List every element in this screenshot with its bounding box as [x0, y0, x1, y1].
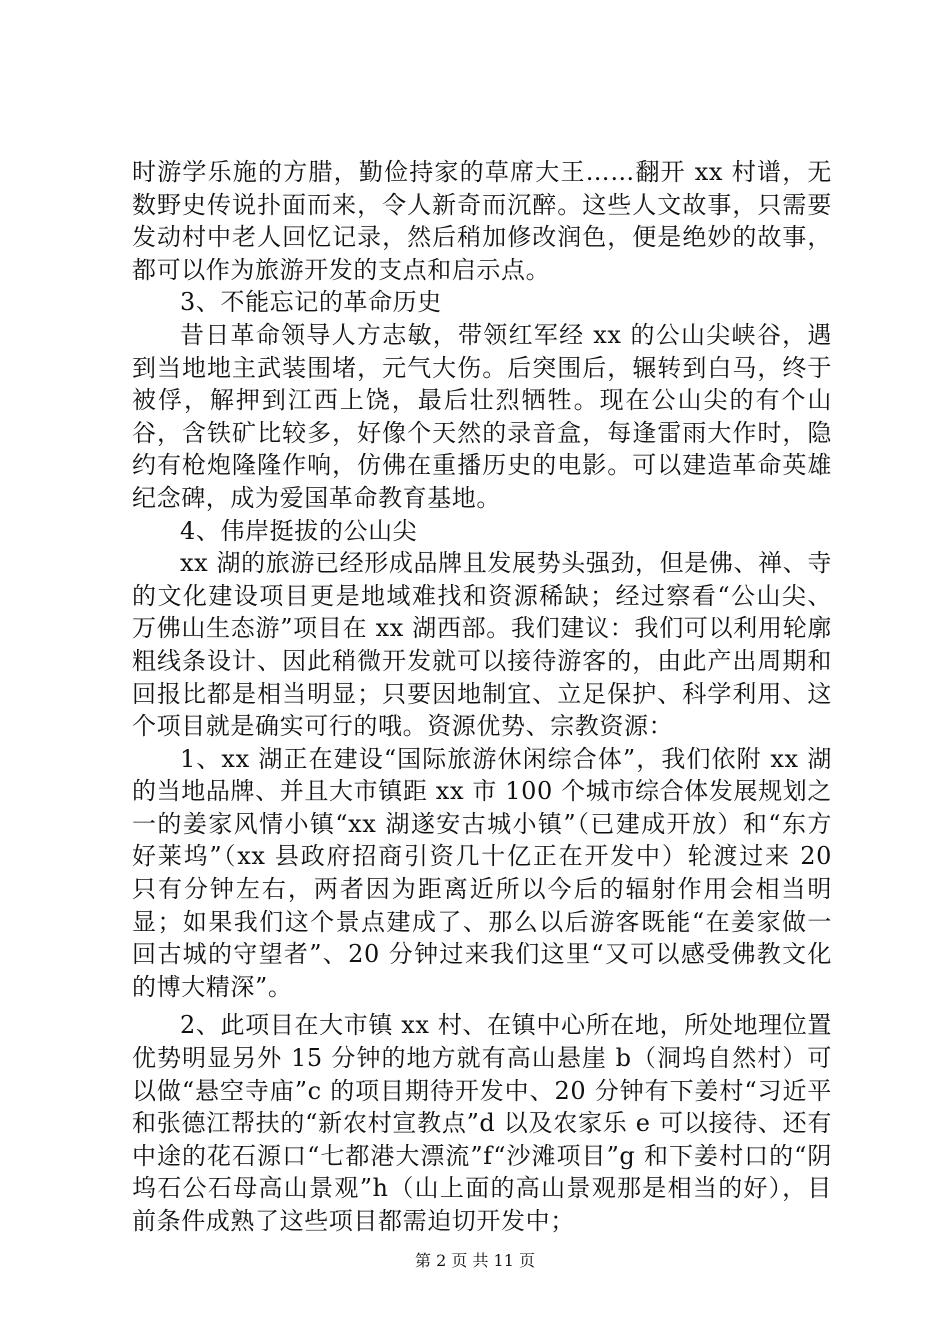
page-number-footer: 第 2 页 共 11 页: [415, 1251, 535, 1270]
document-body: [132, 156, 832, 1238]
paragraph-gongshanjian: xx 湖的旅游已经形成品牌且发展势头强劲，但是佛、禅、寺的文化建设项目更是地域难找和资源稀缺；经过察看“公山尖、万佛山生态游”项目在 xx 湖西部。我们建议：我们可以利用轮廓粗线条设计、因此稍微开发就可以接待游客的，由此产出周期和回报比都是相当明显；只要因地制宜、立足保护、科学利用、这个项目就是确实可行的哦。资源优势、宗教资源：: [132, 549, 832, 741]
paragraph-revolutionary-history: 昔日革命领导人方志敏，带领红军经 xx 的公山尖峡谷，遇到当地地主武装围堵，元气大伤。后突围后，辗转到白马，终于被俘，解押到江西上饶，最后壮烈牺牲。现在公山尖的有个山谷，含铁矿比较多，好像个天然的录音盒，每逢雷雨大作时，隐约有枪炮隆隆作响，仿佛在重播历史的电影。可以建造革命英雄纪念碑，成为爱国革命教育基地。: [132, 320, 832, 512]
paragraph-point-1: 1、xx 湖正在建设“国际旅游休闲综合体”，我们依附 xx 湖的当地品牌、并且大市镇距 xx 市 100 个城市综合体发展规划之一的姜家风情小镇“xx 湖遂安古城小镇”（已建成开放）和“东方好莱坞”（xx 县政府招商引资几十亿正在开发中）轮渡过来 20 只有分钟左右，两者因为距离近所以今后的辐射作用会相当明显；如果我们这个景点建成了、那么以后游客既能“在姜家做一回古城的守望者”、20 分钟过来我们这里“又可以感受佛教文化的博大精深”。: [132, 744, 832, 1001]
heading-revolutionary-history: 3、不能忘记的革命历史: [180, 288, 442, 317]
heading-gongshanjian: 4、伟岸挺拔的公山尖: [180, 516, 418, 545]
paragraph-point-2: 2、此项目在大市镇 xx 村、在镇中心所在地，所处地理位置优势明显另外 15 分钟的地方就有高山悬崖 b（洞坞自然村）可以做“悬空寺庙”c 的项目期待开发中、20 分钟有下姜村“习近平和张德江帮扶的“新农村宣教点”d 以及农家乐 e 可以接待、还有中途的花石源口“七都港大漂流”f“沙滩项目”g 和下姜村口的“阴坞石公石母高山景观”h（山上面的高山景观那是相当的好），目前条件成熟了这些项目都需迫切开发中；: [132, 1011, 832, 1235]
paragraph-continuation: 时游学乐施的方腊，勤俭持家的草席大王……翻开 xx 村谱，无数野史传说扑面而来，令人新奇而沉醉。这些人文故事，只需要发动村中老人回忆记录，然后稍加修改润色，便是绝妙的故事，都可以作为旅游开发的支点和启示点。: [132, 158, 832, 284]
